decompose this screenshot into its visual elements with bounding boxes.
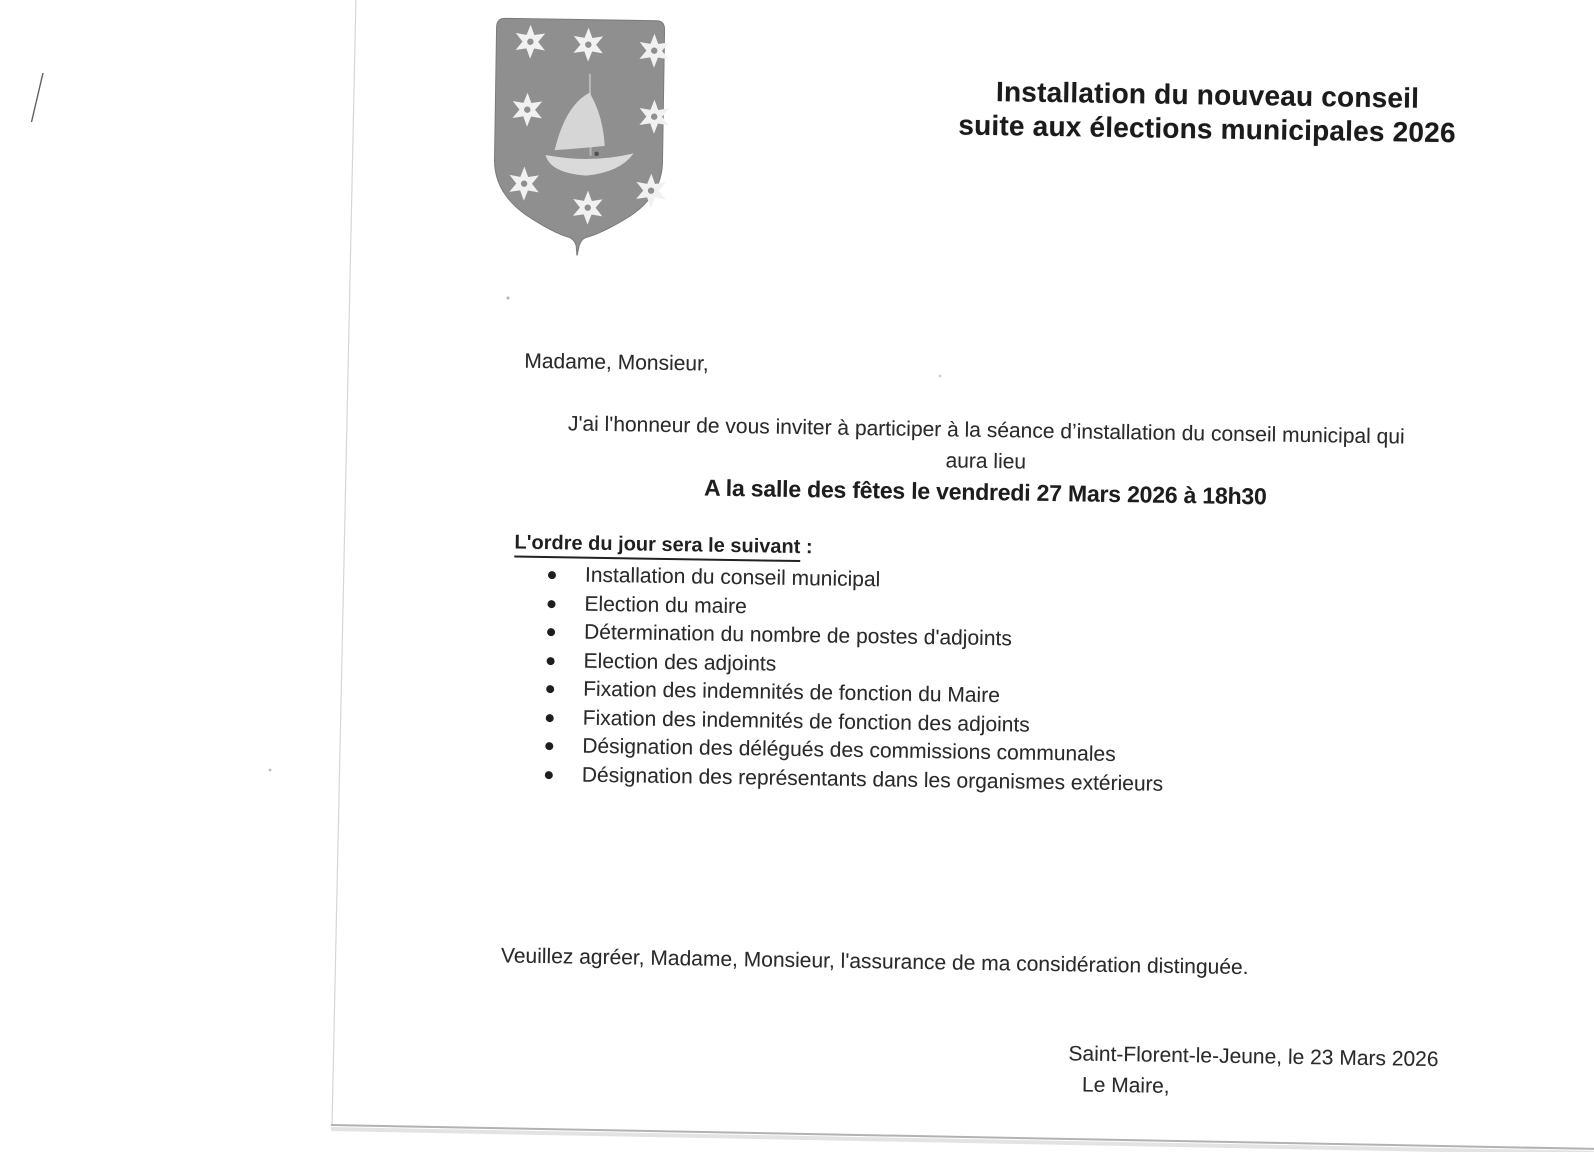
venue-date-line: A la salle des fêtes le vendredi 27 Mars 2026 à 18h30	[703, 474, 1267, 510]
agenda-heading	[514, 532, 812, 560]
bullet-icon	[545, 742, 553, 750]
bullet-icon	[547, 600, 555, 608]
signature-block	[1068, 1038, 1439, 1106]
agenda-item-text: Election du maire	[584, 592, 747, 618]
closing-line: Veuillez agréer, Madame, Monsieur, l'assurance de ma considération distinguée.	[500, 944, 1249, 980]
agenda-item-text: Désignation des représentants dans les organismes extérieurs	[581, 763, 1164, 796]
agenda-item-text: Fixation des indemnités de fonction des adjoints	[582, 706, 1030, 737]
bullet-icon	[546, 714, 554, 722]
intro-line-2: aura lieu	[945, 449, 1027, 474]
intro-paragraph	[521, 408, 1450, 516]
agenda-item-text: Installation du conseil municipal	[584, 563, 881, 592]
signature-role: Le Maire,	[1081, 1073, 1170, 1098]
agenda-item-text: Détermination du nombre de postes d'adjoints	[583, 620, 1012, 651]
bullet-icon	[546, 685, 554, 693]
intro-line-1: J'ai l'honneur de vous inviter à participer à la séance d’installation du conseil municipal qui	[567, 412, 1405, 449]
agenda-item-text: Désignation des délégués des commissions communales	[582, 734, 1116, 767]
bullet-icon	[547, 657, 555, 665]
title-line-1: Installation du nouveau conseil	[995, 76, 1420, 114]
bullet-icon	[548, 571, 556, 579]
agenda-item-text: Election des adjoints	[583, 649, 777, 676]
agenda-heading-colon: :	[800, 536, 813, 559]
agenda-list	[545, 561, 1248, 800]
agenda-heading-text: L'ordre du jour sera le suivant	[514, 532, 800, 562]
agenda-item-text: Fixation des indemnités de fonction du Maire	[583, 677, 1001, 708]
title-line-2: suite aux élections municipales 2026	[958, 109, 1456, 149]
bullet-icon	[545, 771, 553, 779]
coat-of-arms-icon	[489, 14, 671, 257]
salutation: Madame, Monsieur,	[524, 349, 709, 376]
bullet-icon	[547, 628, 555, 636]
signature-place-date: Saint-Florent-le-Jeune, le 23 Mars 2026	[1068, 1042, 1439, 1072]
letter-title	[937, 74, 1478, 150]
